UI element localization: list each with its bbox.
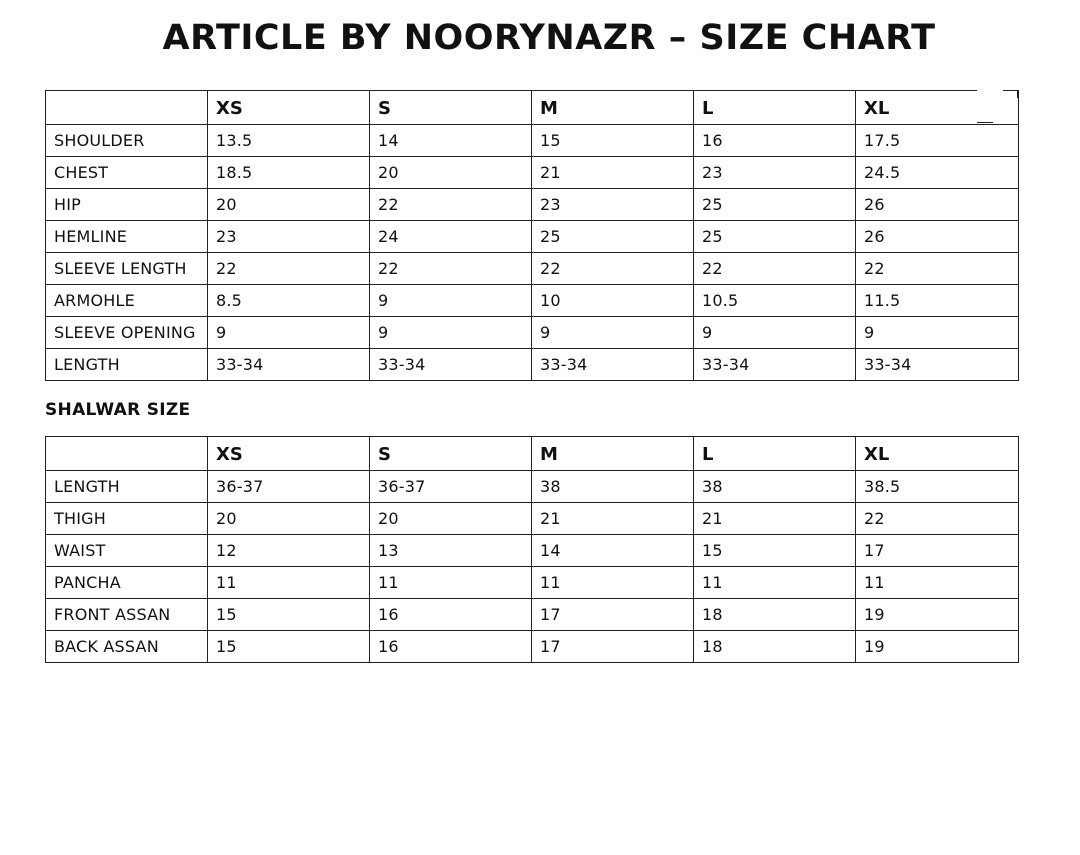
measurement-cell: 9 [856,317,1019,349]
page-title: ARTICLE BY NOORYNAZR – SIZE CHART [162,18,936,58]
table-row [46,599,1019,631]
table-row [46,471,1019,503]
table-row [46,221,1019,253]
measurement-cell: 25 [532,221,694,253]
measurement-cell: 17 [532,631,694,663]
table-row [46,157,1019,189]
row-label: SLEEVE LENGTH [46,253,208,285]
header-cell-blank [46,437,208,471]
measurement-cell: 15 [208,599,370,631]
row-label: SLEEVE OPENING [46,317,208,349]
row-label: HIP [46,189,208,221]
measurement-cell: 18.5 [208,157,370,189]
measurement-cell: 22 [370,189,532,221]
measurement-cell: 33-34 [532,349,694,381]
measurement-cell: 9 [370,285,532,317]
measurement-cell: 10 [532,285,694,317]
row-label: FRONT ASSAN [46,599,208,631]
header-cell-l: L [694,437,856,471]
measurement-cell: 21 [532,157,694,189]
measurement-cell: 23 [532,189,694,221]
table-row [46,349,1019,381]
measurement-cell: 36-37 [208,471,370,503]
row-label: SHOULDER [46,125,208,157]
row-label: HEMLINE [46,221,208,253]
header-cell-m: M [532,91,694,125]
table-row [46,253,1019,285]
table-row [46,317,1019,349]
header-cell-xs: XS [208,91,370,125]
table-row [46,631,1019,663]
shalwar-table-body [46,471,1019,663]
row-label: LENGTH [46,349,208,381]
measurement-cell: 38 [532,471,694,503]
table-row [46,503,1019,535]
measurement-cell: 26 [856,221,1019,253]
measurement-cell: 33-34 [694,349,856,381]
measurement-cell: 22 [370,253,532,285]
measurement-cell: 24.5 [856,157,1019,189]
measurement-cell: 23 [694,157,856,189]
measurement-cell: 26 [856,189,1019,221]
measurement-cell: 16 [370,631,532,663]
table-row [46,125,1019,157]
measurement-cell: 11 [208,567,370,599]
measurement-cell: 11 [694,567,856,599]
measurement-cell: 11 [370,567,532,599]
measurement-cell: 17 [856,535,1019,567]
shalwar-size-table [45,436,1019,663]
measurement-cell: 16 [370,599,532,631]
measurement-cell: 38.5 [856,471,1019,503]
measurement-cell: 33-34 [208,349,370,381]
header-cell-xl: XL [856,91,1019,125]
measurement-cell: 11.5 [856,285,1019,317]
measurement-cell: 20 [370,503,532,535]
table-row [46,567,1019,599]
measurement-cell: 9 [208,317,370,349]
measurement-cell: 22 [208,253,370,285]
measurement-cell: 22 [532,253,694,285]
measurement-cell: 13 [370,535,532,567]
measurement-cell: 11 [532,567,694,599]
measurement-cell: 20 [370,157,532,189]
kameez-size-table [45,90,1019,381]
measurement-cell: 15 [532,125,694,157]
table-row [46,535,1019,567]
measurement-cell: 33-34 [370,349,532,381]
measurement-cell: 10.5 [694,285,856,317]
measurement-cell: 19 [856,599,1019,631]
table-header-row [46,91,1019,125]
measurement-cell: 22 [694,253,856,285]
header-cell-s: S [370,91,532,125]
measurement-cell: 14 [370,125,532,157]
measurement-cell: 17.5 [856,125,1019,157]
measurement-cell: 22 [856,503,1019,535]
header-cell-m: M [532,437,694,471]
row-label: BACK ASSAN [46,631,208,663]
measurement-cell: 13.5 [208,125,370,157]
row-label: CHEST [46,157,208,189]
row-label: ARMOHLE [46,285,208,317]
measurement-cell: 23 [208,221,370,253]
kameez-table-body [46,125,1019,381]
corner-mask [977,86,1017,123]
row-label: PANCHA [46,567,208,599]
measurement-cell: 36-37 [370,471,532,503]
measurement-cell: 24 [370,221,532,253]
measurement-cell: 33-34 [856,349,1019,381]
corner-edge [1017,90,1018,98]
measurement-cell: 38 [694,471,856,503]
measurement-cell: 22 [856,253,1019,285]
measurement-cell: 21 [532,503,694,535]
measurement-cell: 20 [208,503,370,535]
measurement-cell: 8.5 [208,285,370,317]
measurement-cell: 17 [532,599,694,631]
shalwar-section-heading: SHALWAR SIZE [45,400,191,420]
header-cell-s: S [370,437,532,471]
header-cell-xl: XL [856,437,1019,471]
measurement-cell: 19 [856,631,1019,663]
corner-edge [977,122,993,123]
measurement-cell: 21 [694,503,856,535]
row-label: THIGH [46,503,208,535]
measurement-cell: 12 [208,535,370,567]
measurement-cell: 25 [694,189,856,221]
table-row [46,189,1019,221]
header-cell-l: L [694,91,856,125]
measurement-cell: 11 [856,567,1019,599]
header-cell-blank [46,91,208,125]
row-label: WAIST [46,535,208,567]
header-cell-xs: XS [208,437,370,471]
measurement-cell: 14 [532,535,694,567]
measurement-cell: 15 [694,535,856,567]
row-label: LENGTH [46,471,208,503]
measurement-cell: 9 [694,317,856,349]
table-header-row [46,437,1019,471]
measurement-cell: 25 [694,221,856,253]
table-row [46,285,1019,317]
measurement-cell: 18 [694,599,856,631]
corner-edge [1003,90,1018,91]
measurement-cell: 15 [208,631,370,663]
measurement-cell: 9 [532,317,694,349]
measurement-cell: 16 [694,125,856,157]
measurement-cell: 18 [694,631,856,663]
measurement-cell: 20 [208,189,370,221]
measurement-cell: 9 [370,317,532,349]
